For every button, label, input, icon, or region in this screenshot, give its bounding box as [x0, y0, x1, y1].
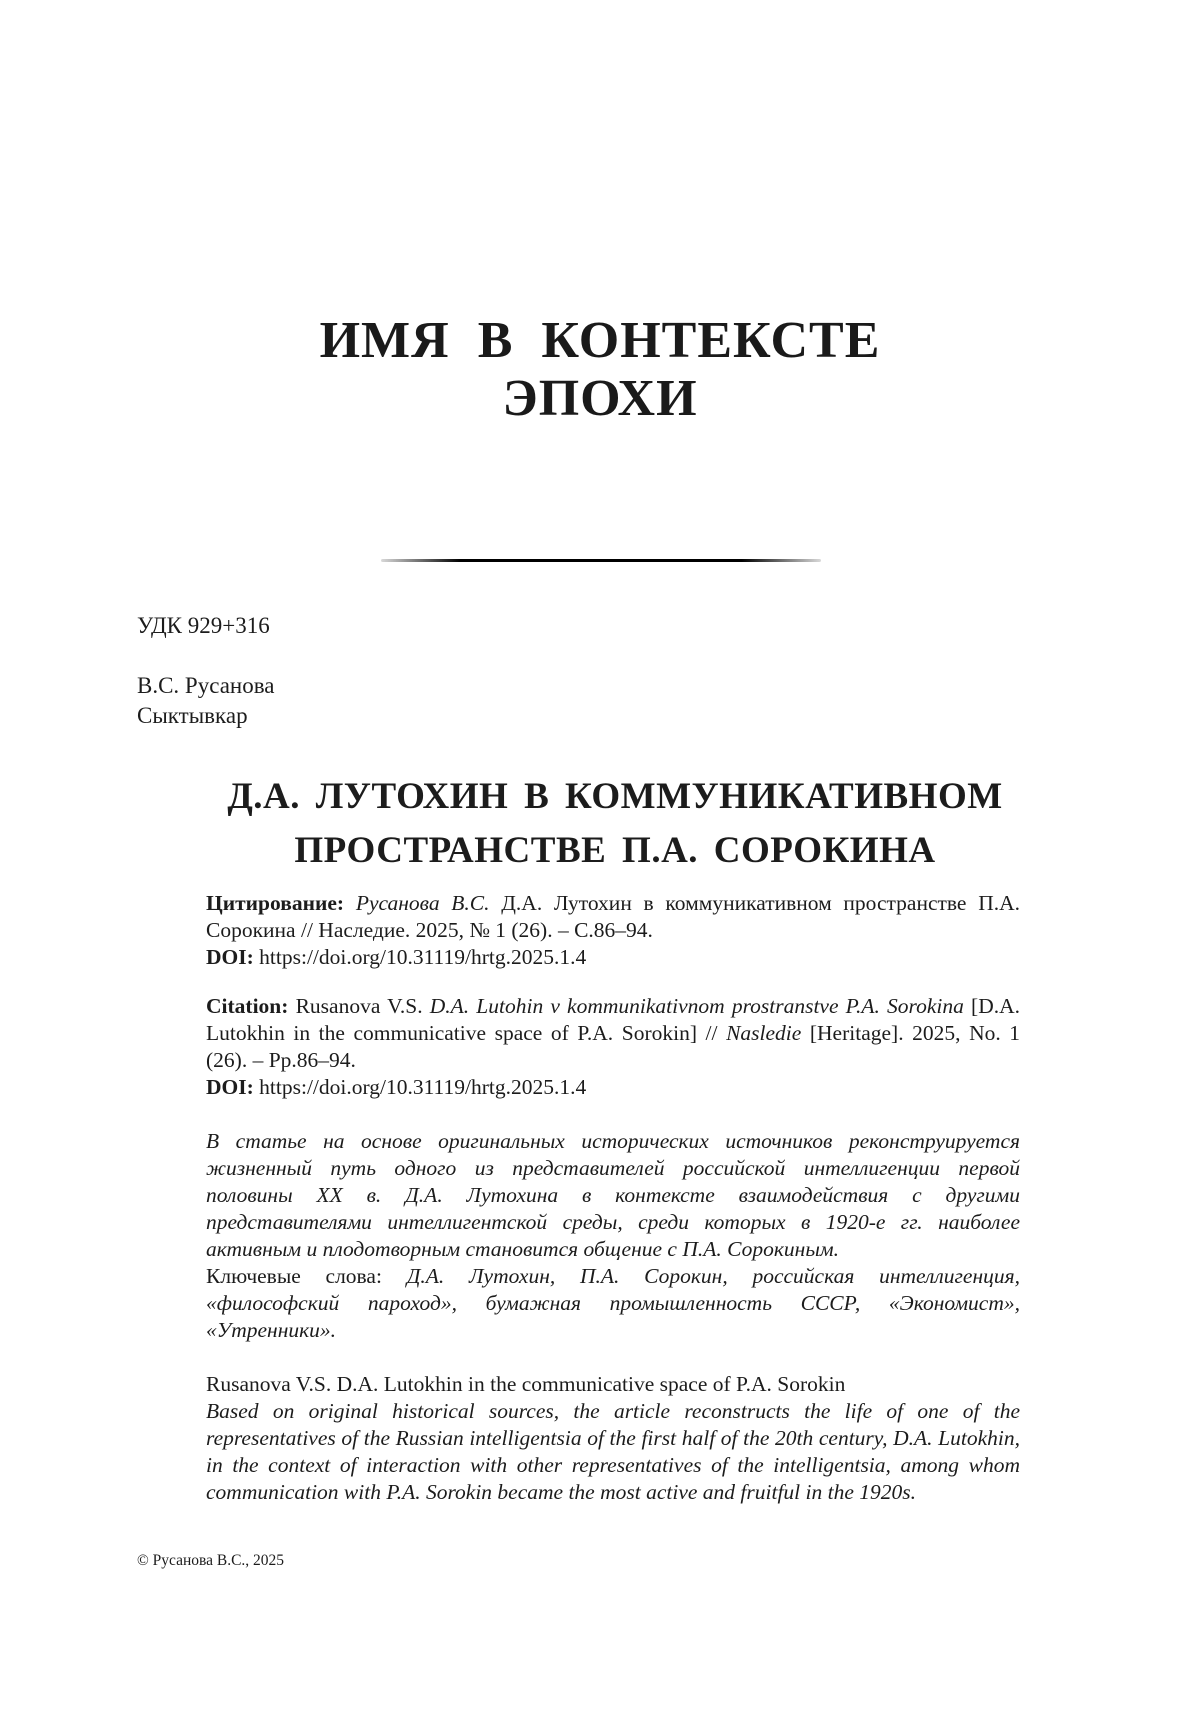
citation-author: Русанова В.С.: [355, 891, 490, 915]
doi-label: DOI:: [206, 945, 254, 969]
citation-title-english: [D.A. Lutokhin in the communicative space of P.A. Sorokin] //: [206, 994, 1021, 1045]
citation-journal: Nasledie: [726, 1021, 802, 1045]
doi-label: DOI:: [206, 1075, 254, 1099]
article-title-line-1: Д.А. ЛУТОХИН В КОММУНИКАТИВНОМ: [227, 776, 1003, 817]
abstract-heading: Rusanova V.S. D.A. Lutokhin in the communicative space of P.A. Sorokin: [206, 1372, 846, 1396]
section-title: [0, 312, 1200, 428]
copyright-notice: © Русанова В.С., 2025: [137, 1552, 285, 1569]
decorative-rule: [381, 559, 821, 562]
section-title-line-2: ЭПОХИ: [502, 370, 698, 427]
abstract-text: В статье на основе оригинальных исторических источников реконструируется жизненный путь одного из представителей российской интеллигенции первой половины XX в. Д.А. Лутохина в контексте взаимодействия с другими представителями интеллигентской среды, среди которых в 1920-е гг. наиболее активным и плодотворным становится общение с П.А. Сорокиным.: [206, 1129, 1020, 1261]
citation-label: Citation:: [206, 994, 289, 1018]
section-title-line-1: ИМЯ В КОНТЕКСТЕ: [319, 312, 881, 369]
citation-english: [206, 993, 1020, 1101]
citation-text: Д.А. Лутохин в коммуникативном пространстве П.А. Сорокина // Наследие. 2025, № 1 (26). – С.86–94.: [206, 891, 1021, 942]
article-title-line-2: ПРОСТРАНСТВЕ П.А. СОРОКИНА: [294, 830, 936, 871]
doi-link[interactable]: https://doi.org/10.31119/hrtg.2025.1.4: [259, 1075, 587, 1099]
citation-author: Rusanova V.S.: [295, 994, 423, 1018]
citation-details: [Heritage]. 2025, No. 1 (26). – Pp.86–94.: [206, 1021, 1021, 1072]
citation-russian: [206, 890, 1020, 971]
abstract-text: Based on original historical sources, the article reconstructs the life of one of the representatives of the Russian intelligentsia of the first half of the 20th century, D.A. Lutokhin, in the context of interaction with other representatives of the intelligentsia, among whom communication with P.A. Sorokin became the most active and fruitful in the 1920s.: [206, 1399, 1020, 1504]
keywords-list: Д.А. Лутохин, П.А. Сорокин, российская интеллигенция, «философский пароход», бумажная промышленность СССР, «Экономист», «Утренники».: [206, 1264, 1020, 1342]
abstract-english: [206, 1371, 1020, 1506]
udc-code: УДК 929+316: [137, 613, 270, 638]
keywords-label: Ключевые слова:: [206, 1264, 382, 1288]
citation-title-translit: D.A. Lutohin v kommunikativnom prostranstve P.A. Sorokina: [429, 994, 964, 1018]
author-city: Сыктывкар: [137, 703, 248, 728]
author-name: В.С. Русанова: [137, 673, 275, 698]
article-title: [200, 770, 1030, 878]
citation-label: Цитирование:: [206, 891, 345, 915]
doi-link[interactable]: https://doi.org/10.31119/hrtg.2025.1.4: [259, 945, 587, 969]
abstract-russian: [206, 1128, 1020, 1344]
